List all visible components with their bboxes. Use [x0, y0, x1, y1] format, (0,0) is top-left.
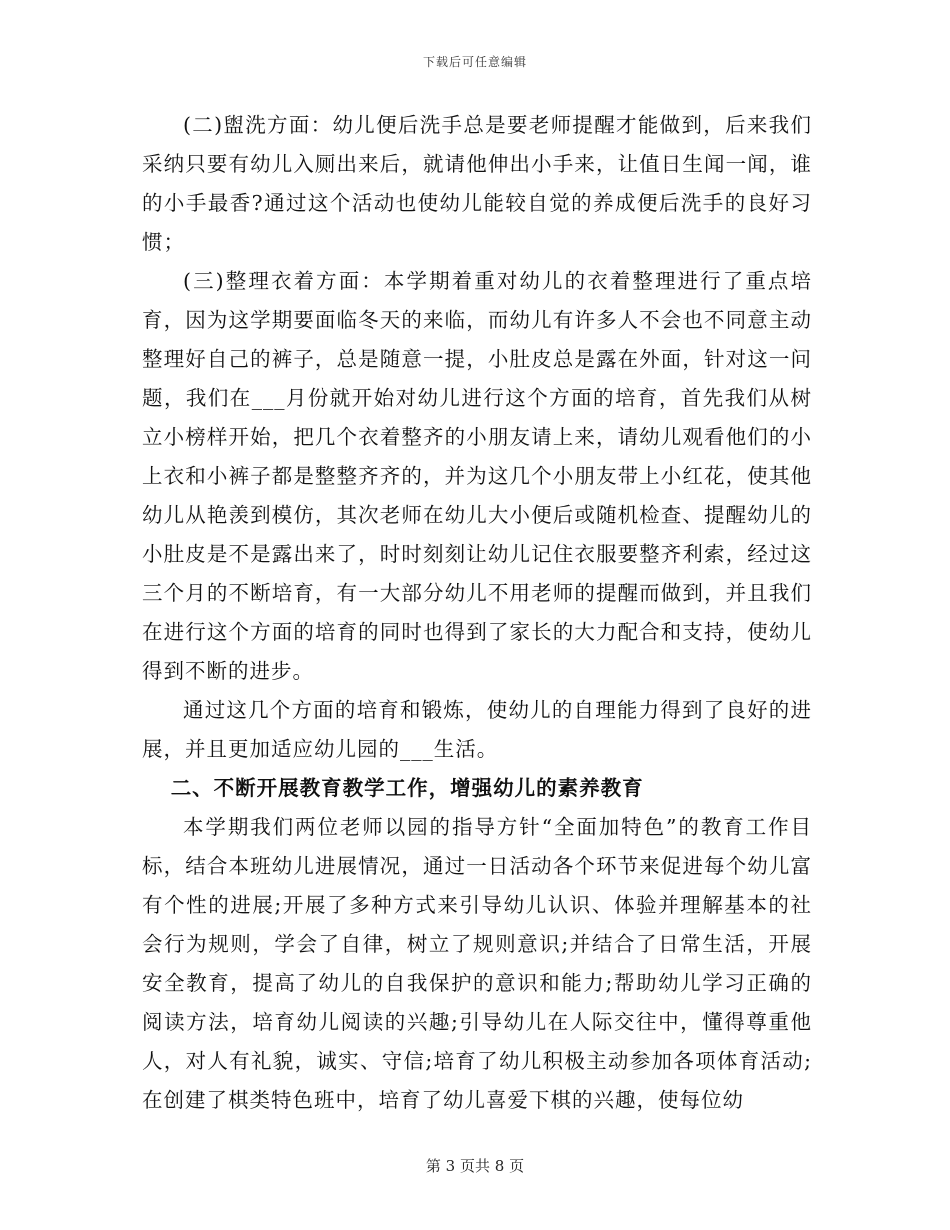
paragraph-education: 本学期我们两位老师以园的指导方针“全面加特色”的教育工作目标，结合本班幼儿进展情况，通过一日活动各个环节来促进每个幼儿富有个性的进展;开展了多种方式来引导幼儿认识、体验并理解基本的社会行为规则，学会了自律，树立了规则意识;并结合了日常生活，开展安全教育，提高了幼儿的自我保护的意识和能力;帮助幼儿学习正确的阅读方法，培育幼儿阅读的兴趣;引导幼儿在人际交往中，懂得尊重他人，对人有礼貌，诚实、守信;培育了幼儿积极主动参加各项体育活动;在创建了棋类特色班中，培育了幼儿喜爱下棋的兴趣，使每位幼 — [142, 815, 812, 1112]
page-header: 下载后可任意编辑 — [422, 55, 527, 69]
section-heading: 二、不断开展教育教学工作，增强幼儿的素养教育 — [170, 776, 644, 800]
page-footer: 第 3 页共 8 页 — [425, 1157, 525, 1175]
paragraph-summary: 通过这几个方面的培育和锻炼，使幼儿的自理能力得到了良好的进展，并且更加适应幼儿园的___生活。 — [142, 698, 812, 761]
paragraph-washing: (二)盥洗方面：幼儿便后洗手总是要老师提醒才能做到，后来我们采纳只要有幼儿入厕出来后，就请他伸出小手来，让值日生闻一闻，谁的小手最香?通过这个活动也使幼儿能较自觉的养成便后洗手的良好习惯； — [142, 113, 812, 254]
document-body — [142, 106, 812, 1120]
paragraph-clothing: (三)整理衣着方面：本学期着重对幼儿的衣着整理进行了重点培育，因为这学期要面临冬天的来临，而幼儿有许多人不会也不同意主动整理好自己的裤子，总是随意一提，小肚皮总是露在外面，针对这一问题，我们在___月份就开始对幼儿进行这个方面的培育，首先我们从树立小榜样开始，把几个衣着整齐的小朋友请上来，请幼儿观看他们的小上衣和小裤子都是整整齐齐的，并为这几个小朋友带上小红花，使其他幼儿从艳羡到模仿，其次老师在幼儿大小便后或随机检查、提醒幼儿的小肚皮是不是露出来了，时时刻刻让幼儿记住衣服要整齐利索，经过这三个月的不断培育，有一大部分幼儿不用老师的提醒而做到，并且我们在进行这个方面的培育的同时也得到了家长的大力配合和支持，使幼儿得到不断的进步。 — [142, 269, 812, 683]
